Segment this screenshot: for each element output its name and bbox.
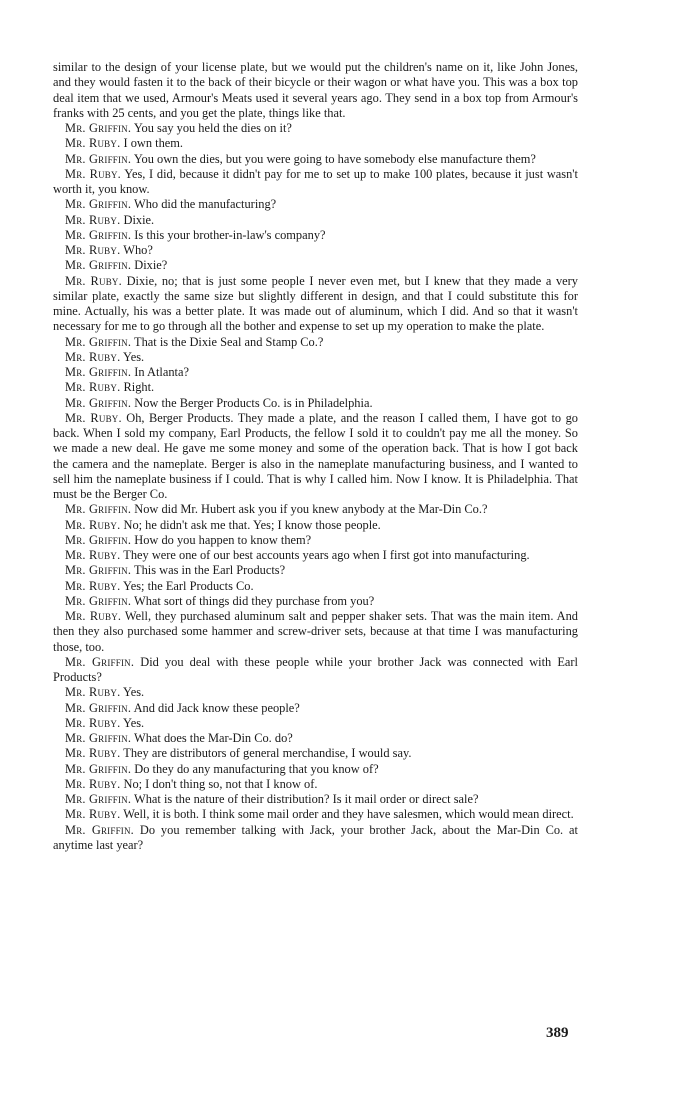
paragraph-text: What sort of things did they purchase from you? xyxy=(134,593,375,608)
speaker-label: Mr. Griffin. xyxy=(65,334,132,349)
paragraph-text: Who? xyxy=(123,243,153,257)
paragraph xyxy=(53,563,578,578)
paragraph xyxy=(53,243,578,258)
speaker-label: Mr. Ruby. xyxy=(65,410,122,425)
paragraph xyxy=(53,716,578,731)
speaker-label: Mr. Ruby. xyxy=(65,776,121,791)
paragraph xyxy=(53,792,578,807)
paragraph-text: Yes, I did, because it didn't pay for me to set up to make 100 plates, because it just wasn't worth it, you know. xyxy=(53,166,578,196)
speaker-label: Mr. Griffin. xyxy=(65,654,135,669)
paragraph-text: Yes. xyxy=(123,715,145,730)
speaker-label: Mr. Ruby. xyxy=(65,685,121,700)
paragraph xyxy=(53,411,578,503)
paragraph xyxy=(53,762,578,777)
speaker-label: Mr. Griffin. xyxy=(65,700,132,715)
paragraph-text: Yes; the Earl Products Co. xyxy=(123,578,254,593)
paragraph-text: You own the dies, but you were going to have somebody else manufacture them? xyxy=(133,151,536,166)
paragraph-text: Dixie, no; that is just some people I never even met, but I knew that they made a very similar plate, exactly the same size but slightly different in design, and that I could substitute this for mine. Actually, his was a better plate. It was made out of aluminum, which I did. And so that it wasn't necessary for me to go through all the bother and expense to set up my operation to make the plate. xyxy=(53,273,578,334)
paragraph xyxy=(53,655,578,686)
paragraph xyxy=(53,167,578,198)
paragraph-text: What does the Mar-Din Co. do? xyxy=(134,731,293,745)
paragraph-text: No; I don't thing so, not that I know of. xyxy=(123,776,318,791)
paragraph-text: This was in the Earl Products? xyxy=(134,563,286,578)
speaker-label: Mr. Ruby. xyxy=(65,517,121,532)
speaker-label: Mr. Ruby. xyxy=(65,243,121,257)
paragraph-text: Is this your brother-in-law's company? xyxy=(134,227,326,242)
paragraph xyxy=(53,518,578,533)
paragraph-text: They were one of our best accounts years ago when I first got into manufacturing. xyxy=(123,548,530,562)
paragraph xyxy=(53,365,578,380)
paragraph-text: similar to the design of your license plate, but we would put the children's name on it, like John Jones, and they would fasten it to the back of their bicycle or their wagon or what have you. This was a box top deal item that we used, Armour's Meats used it several years ago. They send in a box top from Armour's franks with 25 cents, and you get the plate, things like that. xyxy=(53,60,578,120)
speaker-label: Mr. Griffin. xyxy=(65,121,132,135)
speaker-label: Mr. Griffin. xyxy=(65,563,132,578)
paragraph-text: Do they do any manufacturing that you know of? xyxy=(134,761,379,776)
speaker-label: Mr. Griffin. xyxy=(65,197,132,212)
speaker-label: Mr. Griffin. xyxy=(65,532,132,547)
speaker-label: Mr. Ruby. xyxy=(65,609,122,623)
paragraph xyxy=(53,335,578,350)
speaker-label: Mr. Griffin. xyxy=(65,502,132,517)
paragraph xyxy=(53,533,578,548)
paragraph-text: Well, it is both. I think some mail order and they have salesmen, which would mean direct. xyxy=(123,807,574,822)
paragraph xyxy=(53,350,578,365)
speaker-label: Mr. Ruby. xyxy=(65,349,121,364)
paragraph xyxy=(53,746,578,761)
paragraph xyxy=(53,701,578,716)
paragraph-text: No; he didn't ask me that. Yes; I know those people. xyxy=(123,517,381,532)
speaker-label: Mr. Ruby. xyxy=(65,578,121,593)
paragraph xyxy=(53,228,578,243)
speaker-label: Mr. Griffin. xyxy=(65,731,132,745)
speaker-label: Mr. Ruby. xyxy=(65,273,122,288)
paragraph xyxy=(53,594,578,609)
speaker-label: Mr. Griffin. xyxy=(65,151,132,166)
speaker-label: Mr. Griffin. xyxy=(65,258,132,273)
paragraph-text: Who did the manufacturing? xyxy=(134,197,277,212)
speaker-label: Mr. Ruby. xyxy=(65,746,121,761)
paragraph-text: Did you deal with these people while your brother Jack was connected with Earl Products? xyxy=(53,654,578,684)
paragraph-text: Dixie? xyxy=(134,258,168,273)
speaker-label: Mr. Griffin. xyxy=(65,761,132,776)
speaker-label: Mr. Ruby. xyxy=(65,380,121,395)
paragraph-text: What is the nature of their distribution? Is it mail order or direct sale? xyxy=(134,792,479,806)
speaker-label: Mr. Ruby. xyxy=(65,212,121,227)
paragraph xyxy=(53,380,578,395)
speaker-label: Mr. Griffin. xyxy=(65,822,134,837)
paragraph xyxy=(53,548,578,563)
speaker-label: Mr. Ruby. xyxy=(65,166,121,181)
paragraph-text: Now did Mr. Hubert ask you if you knew anybody at the Mar-Din Co.? xyxy=(134,502,488,517)
paragraph xyxy=(53,121,578,136)
paragraph xyxy=(53,396,578,411)
paragraph-text: In Atlanta? xyxy=(134,365,189,379)
paragraph xyxy=(53,60,578,121)
speaker-label: Mr. Griffin. xyxy=(65,365,132,379)
paragraph xyxy=(53,609,578,655)
transcript-body xyxy=(53,60,578,853)
paragraph xyxy=(53,823,578,854)
paragraph xyxy=(53,807,578,822)
speaker-label: Mr. Ruby. xyxy=(65,807,121,822)
paragraph-text: I own them. xyxy=(123,136,184,151)
paragraph-text: Yes. xyxy=(123,349,145,364)
speaker-label: Mr. Griffin. xyxy=(65,395,132,410)
paragraph xyxy=(53,502,578,517)
page-number: 389 xyxy=(546,1025,569,1041)
paragraph xyxy=(53,777,578,792)
paragraph-text: You say you held the dies on it? xyxy=(133,121,292,135)
paragraph xyxy=(53,685,578,700)
paragraph xyxy=(53,136,578,151)
speaker-label: Mr. Ruby. xyxy=(65,136,121,151)
paragraph-text: And did Jack know these people? xyxy=(133,700,300,715)
paragraph-text: Right. xyxy=(123,380,155,395)
paragraph-text: They are distributors of general merchandise, I would say. xyxy=(123,746,412,761)
paragraph xyxy=(53,579,578,594)
speaker-label: Mr. Griffin. xyxy=(65,593,132,608)
paragraph-text: How do you happen to know them? xyxy=(134,532,312,547)
paragraph-text: Dixie. xyxy=(123,212,155,227)
speaker-label: Mr. Griffin. xyxy=(65,227,132,242)
paragraph xyxy=(53,213,578,228)
paragraph-text: Now the Berger Products Co. is in Philadelphia. xyxy=(134,395,373,410)
paragraph-text: Well, they purchased aluminum salt and pepper shaker sets. That was the main item. And then they also purchased some hammer and screw-driver sets, because at that time I was manufacturing those, too. xyxy=(53,609,578,654)
speaker-label: Mr. Ruby. xyxy=(65,715,121,730)
paragraph xyxy=(53,197,578,212)
speaker-label: Mr. Ruby. xyxy=(65,548,121,562)
paragraph xyxy=(53,152,578,167)
paragraph-text: Oh, Berger Products. They made a plate, and the reason I called them, I have got to go back. When I sold my company, Earl Products, the fellow I sold it to couldn't pay me all the money. So we made a new deal. He gave me some money and some of the operation back. That is how I got back the camera and the nameplate. Berger is also in the nameplate manufacturing business, and I wanted to sell him the nameplate business if I could. That is why I called him. Now I know. It is Philadelphia. That must be the Berger Co. xyxy=(53,410,578,501)
paragraph xyxy=(53,274,578,335)
paragraph-text: That is the Dixie Seal and Stamp Co.? xyxy=(134,334,324,349)
paragraph xyxy=(53,258,578,273)
speaker-label: Mr. Griffin. xyxy=(65,792,132,806)
paragraph-text: Yes. xyxy=(123,685,145,700)
paragraph-text: Do you remember talking with Jack, your brother Jack, about the Mar-Din Co. at anytime last year? xyxy=(53,822,578,852)
paragraph xyxy=(53,731,578,746)
